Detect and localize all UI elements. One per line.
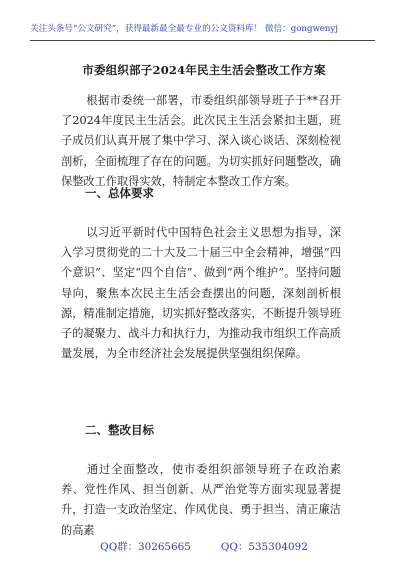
footer-qq-group: QQ群：30265665 — [100, 541, 191, 553]
footer-contact — [0, 538, 408, 553]
header-banner: 关注头条号“公文研究”，获得最新最全最专业的公文资料库！ 微信：gongwenyj — [30, 24, 338, 34]
section-2-text: 通过全面整改，使市委组织部领导班子在政治素养、党性作风、担当创新、从严治党等方面实现显著提升，打造一支政治坚定、作风优良、勇于担当、清正廉洁的高素 — [61, 463, 341, 537]
section-1-heading: 一、总体要求 — [85, 186, 154, 200]
section-2-heading: 二、整改目标 — [85, 423, 154, 437]
section-2-paragraph — [61, 460, 341, 541]
header-rule — [30, 40, 375, 41]
document-title: 市委组织部子2024年民主生活会整改工作方案 — [82, 63, 326, 77]
section-1-text: 以习近平新时代中国特色社会主义思想为指导，深入学习贯彻党的二十大及二十届三中全会精神，增强“四个意识”、坚定“四个自信”、做到“两个维护”。坚持问题导向，聚焦本次民主生活会查摆出的问题，深刻剖析根源，精准制定措施，切实抓好整改落实，不断提升领导班子的凝聚力、战斗力和执行力，为推动我市组织工作高质量发展，为全市经济社会发展提供坚强组织保障。 — [61, 226, 341, 361]
section-1-paragraph — [61, 223, 341, 364]
intro-paragraph — [61, 91, 341, 192]
intro-text: 根据市委统一部署，市委组织部领导班子于**召开了2024年度民主生活会。此次民主生活会紧扣主题，班子成员们认真开展了集中学习、深入谈心谈话、深刻检视剖析，全面梳理了存在的问题。为切实抓好问题整改，确保整改工作取得实效，特制定本整改工作方案。 — [61, 94, 341, 188]
footer-qq: QQ：535304092 — [220, 541, 308, 553]
